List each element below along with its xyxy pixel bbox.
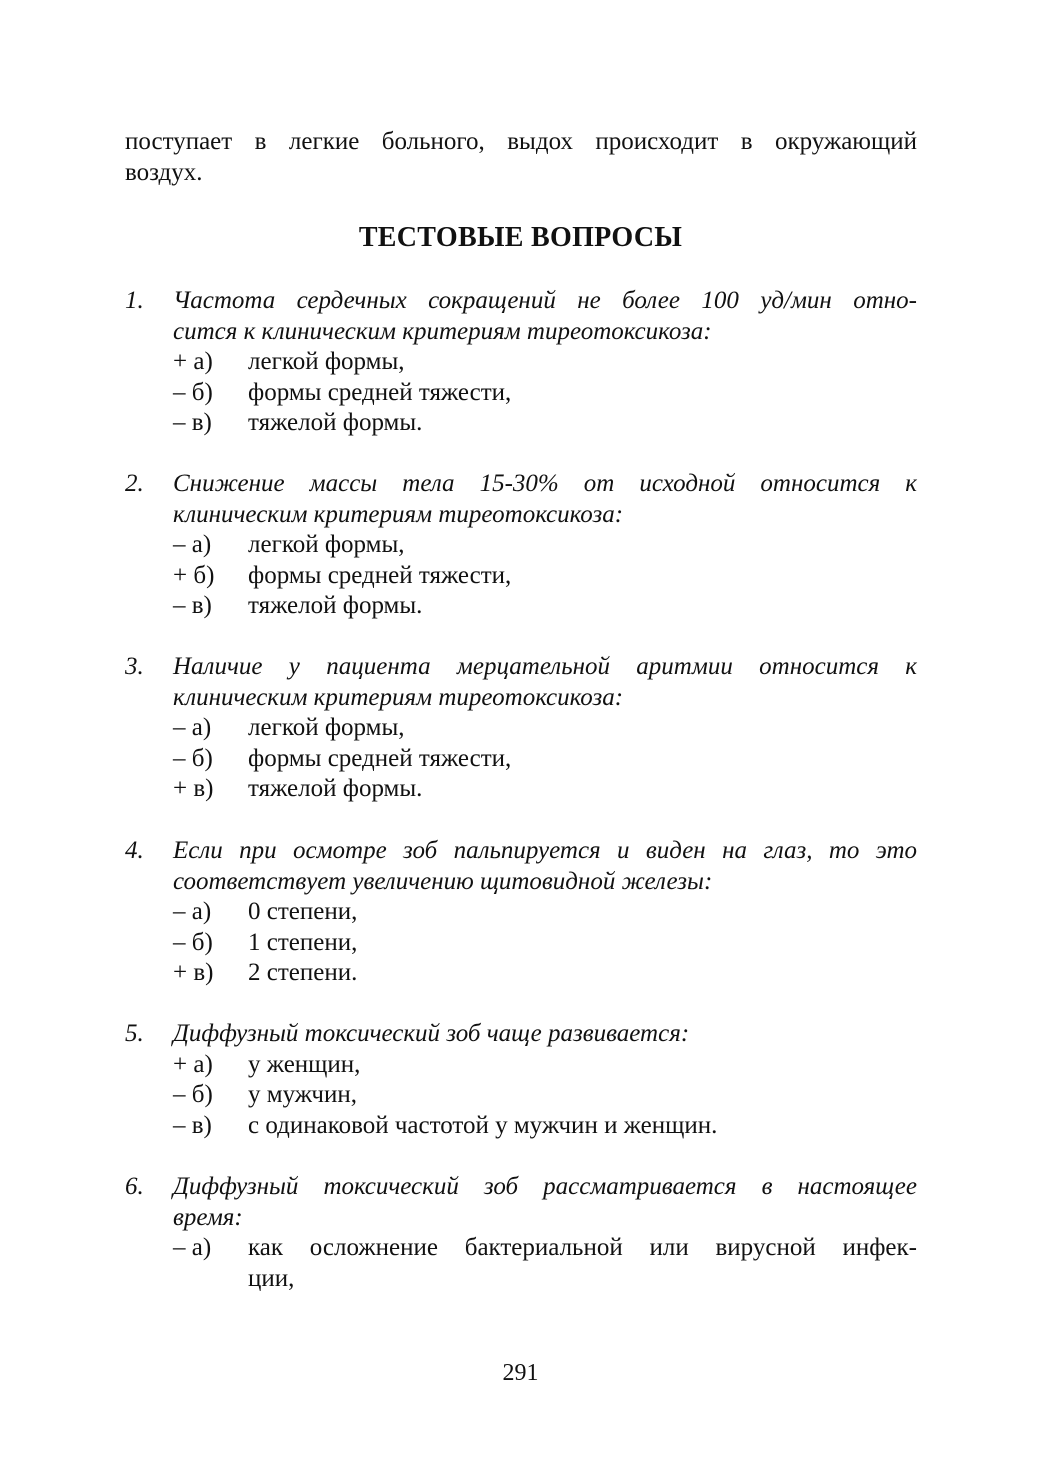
question-number: 6. xyxy=(125,1173,144,1200)
answer-text: легкой формы, xyxy=(248,714,405,741)
question-line: Если при осмотре зоб пальпируется и виден на глаз, то это xyxy=(173,837,917,864)
question-line: клиническим критериям тиреотоксикоза: xyxy=(173,683,624,711)
answer-mark: – а) xyxy=(173,531,212,558)
answer-option xyxy=(125,591,917,622)
answer-option xyxy=(125,561,917,592)
answer-option xyxy=(125,378,917,409)
section-heading: ТЕСТОВЫЕ ВОПРОСЫ xyxy=(358,222,683,253)
question-2 xyxy=(125,469,917,622)
question-1 xyxy=(125,286,917,439)
answer-mark: – а) xyxy=(173,1234,212,1261)
answer-line: как осложнение бактериальной или вирусной инфек- xyxy=(248,1234,917,1261)
question-line: Диффузный токсический зоб рассматривается в настоящее xyxy=(173,1173,917,1200)
answer-option xyxy=(125,1233,917,1294)
question-line: Частота сердечных сокращений не более 100 уд/мин отно- xyxy=(173,287,917,314)
question-number: 5. xyxy=(125,1020,144,1047)
answer-text: 1 степени, xyxy=(248,928,358,956)
answer-mark: + а) xyxy=(173,1050,213,1078)
answer-option xyxy=(125,1111,917,1142)
question-5 xyxy=(125,1019,917,1141)
question-line: соответствует увеличению щитовидной железы: xyxy=(173,867,713,895)
answer-text: легкой формы, xyxy=(248,531,405,558)
answer-option xyxy=(125,744,917,775)
question-4 xyxy=(125,836,917,989)
answer-mark: – а) xyxy=(173,714,212,741)
question-text xyxy=(173,1172,917,1233)
answer-mark: – в) xyxy=(173,592,212,619)
question-text xyxy=(173,286,917,347)
answer-mark: + в) xyxy=(173,959,214,986)
question-number: 1. xyxy=(125,287,144,314)
question-text xyxy=(173,469,917,530)
question-number: 2. xyxy=(125,470,144,497)
answer-mark: – а) xyxy=(173,898,212,925)
answer-mark: + в) xyxy=(173,775,214,802)
question-line: Снижение массы тела 15-30% от исходной относится к xyxy=(173,470,917,497)
answer-text: 2 степени. xyxy=(248,959,358,986)
answer-text: тяжелой формы. xyxy=(248,775,423,802)
answer-option xyxy=(125,408,917,439)
answer-mark: – б) xyxy=(173,928,213,956)
answer-text: формы средней тяжести, xyxy=(248,744,512,772)
answer-mark: – в) xyxy=(173,409,212,436)
answer-text: тяжелой формы. xyxy=(248,592,423,619)
answer-text: формы средней тяжести, xyxy=(248,378,512,406)
question-6 xyxy=(125,1172,917,1294)
answer-option xyxy=(125,958,917,989)
answer-option xyxy=(125,928,917,959)
question-text xyxy=(173,836,917,897)
answer-option xyxy=(125,774,917,805)
page-number: 291 xyxy=(502,1360,539,1386)
answer-mark: + а) xyxy=(173,348,213,375)
answer-mark: – б) xyxy=(173,1081,213,1108)
answer-text: у женщин, xyxy=(248,1050,361,1078)
answer-option xyxy=(125,530,917,561)
answer-text: с одинаковой частотой у мужчин и женщин. xyxy=(248,1111,718,1139)
question-line: сится к клиническим критериям тиреотоксикоза: xyxy=(173,317,712,345)
answer-text: у мужчин, xyxy=(248,1081,357,1108)
answer-text xyxy=(248,1233,917,1294)
answer-text: 0 степени, xyxy=(248,898,358,925)
answer-mark: – в) xyxy=(173,1111,212,1139)
question-text xyxy=(173,652,917,713)
answer-text: тяжелой формы. xyxy=(248,409,423,436)
answer-option xyxy=(125,1050,917,1081)
answer-text: легкой формы, xyxy=(248,348,405,375)
answer-line: ции, xyxy=(248,1264,295,1292)
question-number: 3. xyxy=(125,653,144,680)
intro-line: воздух. xyxy=(125,159,203,186)
answer-option xyxy=(125,347,917,378)
intro-line: поступает в легкие больного, выдох происходит в окружающий xyxy=(125,128,917,155)
answer-mark: – б) xyxy=(173,378,213,406)
answer-text: формы средней тяжести, xyxy=(248,561,512,589)
answer-mark: + б) xyxy=(173,561,215,589)
question-line: время: xyxy=(173,1203,243,1231)
question-number: 4. xyxy=(125,837,144,864)
question-text xyxy=(173,1019,917,1050)
answer-option xyxy=(125,897,917,928)
answer-option xyxy=(125,713,917,744)
question-line: Диффузный токсический зоб чаще развивается: xyxy=(173,1020,690,1047)
answer-mark: – б) xyxy=(173,744,213,772)
intro-paragraph xyxy=(125,126,917,188)
question-line: клиническим критериям тиреотоксикоза: xyxy=(173,500,624,528)
question-line: Наличие у пациента мерцательной аритмии относится к xyxy=(173,653,917,680)
question-3 xyxy=(125,652,917,805)
answer-option xyxy=(125,1080,917,1111)
